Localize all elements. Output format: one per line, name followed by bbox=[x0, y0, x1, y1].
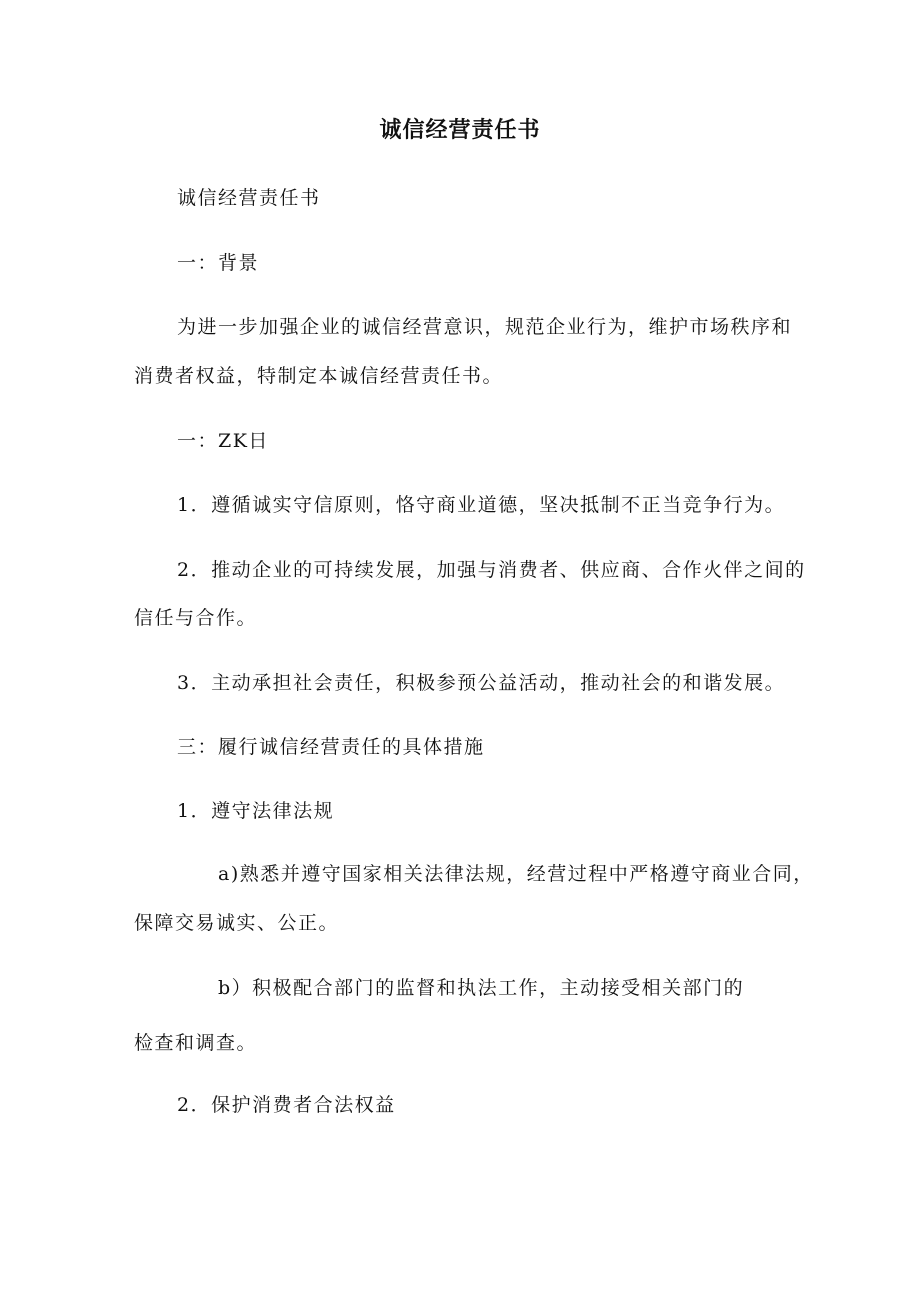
document-title: 诚信经营责任书 bbox=[379, 118, 541, 143]
measure-1b-line-1: b）积极配合部门的监督和执法工作，主动接受相关部门的 bbox=[218, 977, 745, 999]
principle-item-3: 3．主动承担社会责任，积极参预公益活动，推动社会的和谐发展。 bbox=[177, 672, 786, 694]
section-heading-measures: 三：履行诚信经营责任的具体措施 bbox=[177, 736, 485, 758]
measure-2-heading: 2．保护消费者合法权益 bbox=[177, 1094, 396, 1116]
section-heading-2: 一：ZK日 bbox=[177, 430, 269, 452]
measure-1b-line-2: 检查和调查。 bbox=[134, 1032, 258, 1054]
document-subtitle: 诚信经营责任书 bbox=[177, 187, 321, 209]
background-paragraph-line-1: 为进一步加强企业的诚信经营意识，规范企业行为，维护市场秩序和 bbox=[177, 316, 793, 338]
principle-item-2-line-1: 2．推动企业的可持续发展，加强与消费者、供应商、合作火伴之间的 bbox=[177, 559, 806, 581]
measure-1-heading: 1．遵守法律法规 bbox=[177, 800, 335, 822]
principle-item-2-line-2: 信任与合作。 bbox=[134, 607, 258, 629]
measure-1a-line-1: a)熟悉并遵守国家相关法律法规，经营过程中严格遵守商业合同， bbox=[218, 863, 814, 885]
principle-item-1: 1．遵循诚实守信原则，恪守商业道德，坚决抵制不正当竞争行为。 bbox=[177, 494, 786, 516]
background-paragraph-line-2: 消费者权益，特制定本诚信经营责任书。 bbox=[134, 365, 504, 387]
measure-1a-line-2: 保障交易诚实、公正。 bbox=[134, 912, 340, 934]
section-heading-background: 一：背景 bbox=[177, 252, 260, 274]
